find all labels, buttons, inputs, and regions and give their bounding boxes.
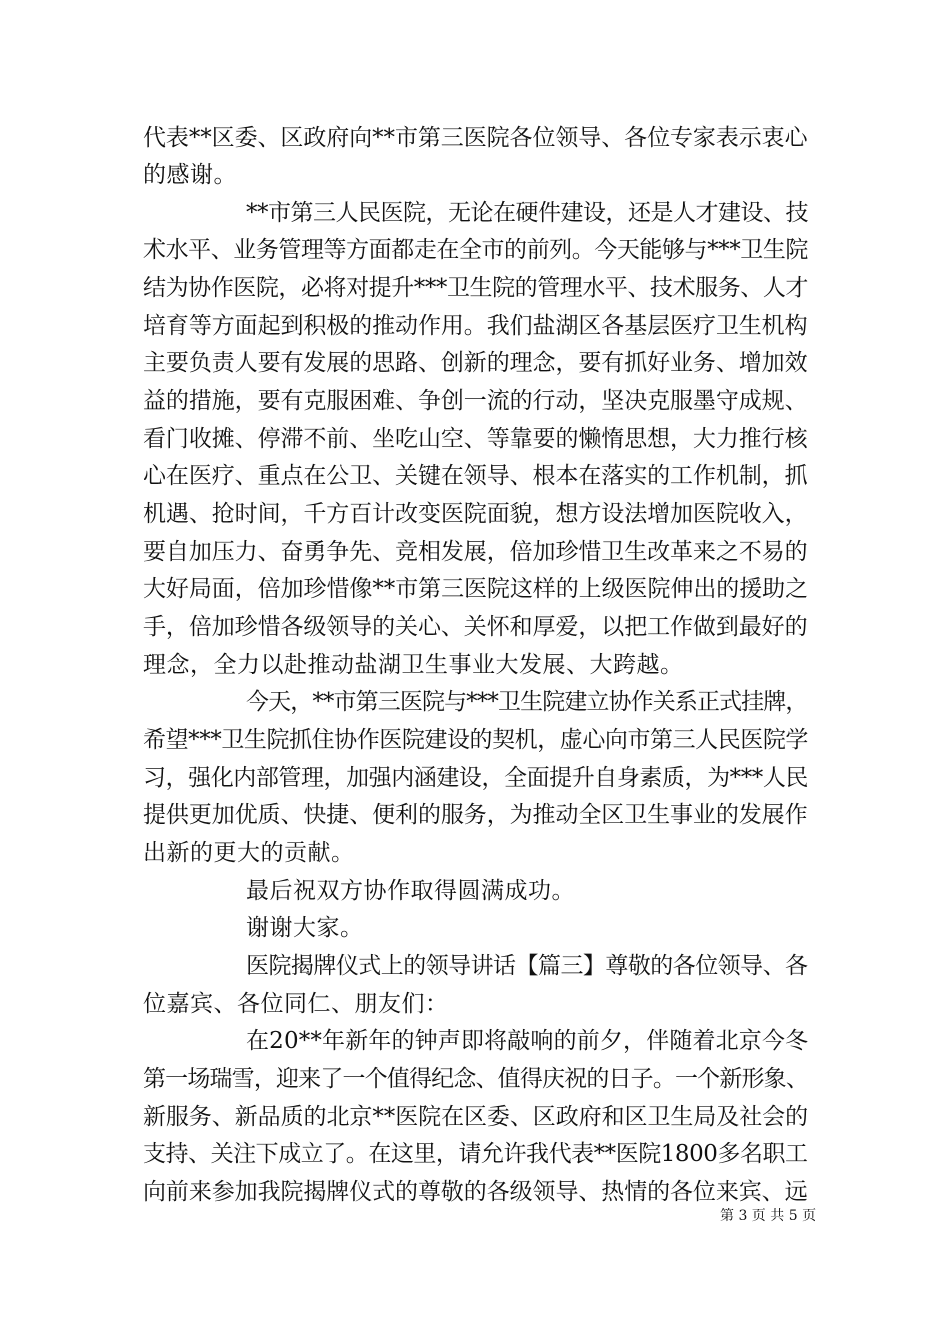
text-line: 主要负责人要有发展的思路、创新的理念，要有抓好业务、增加效	[143, 350, 808, 376]
text-line: 谢谢大家。	[246, 915, 364, 941]
text-line: 心在医疗、重点在公卫、关键在领导、根本在落实的工作机制，抓	[143, 463, 808, 489]
text-line: 培育等方面起到积极的推动作用。我们盐湖区各基层医疗卫生机构	[143, 313, 808, 339]
text-line: 机遇、抢时间，千方百计改变医院面貌，想方设法增加医院收入，	[143, 501, 808, 527]
text-line: 大好局面，倍加珍惜像**市第三医院这样的上级医院伸出的援助之	[143, 576, 808, 602]
text-line: 在20**年新年的钟声即将敲响的前夕，伴随着北京今冬	[246, 1028, 809, 1054]
text-line: 第一场瑞雪，迎来了一个值得纪念、值得庆祝的日子。一个新形象、	[143, 1066, 809, 1092]
text-line: 代表**区委、区政府向**市第三医院各位领导、各位专家表示衷心	[143, 125, 808, 151]
text-line: 最后祝双方协作取得圆满成功。	[246, 878, 575, 904]
text-line: 手，倍加珍惜各级领导的关心、关怀和厚爱，以把工作做到最好的	[143, 614, 808, 640]
text-line: 支持、关注下成立了。在这里，请允许我代表**医院1800多名职工	[143, 1141, 808, 1167]
text-line: 向前来参加我院揭牌仪式的尊敬的各级领导、热情的各位来宾、远	[143, 1179, 808, 1205]
text-line: 看门收摊、停滞不前、坐吃山空、等靠要的懒惰思想，大力推行核	[143, 426, 808, 452]
text-line: 结为协作医院，必将对提升***卫生院的管理水平、技术服务、人才	[143, 275, 809, 301]
text-line: **市第三人民医院，无论在硬件建设，还是人才建设、技	[246, 200, 808, 226]
text-line: 益的措施，要有克服困难、争创一流的行动，坚决克服墨守成规、	[143, 388, 808, 414]
text-line: 今天，**市第三医院与***卫生院建立协作关系正式挂牌，	[246, 689, 808, 715]
text-line: 习，强化内部管理，加强内涵建设，全面提升自身素质，为***人民	[143, 765, 809, 791]
text-line: 医院揭牌仪式上的领导讲话【篇三】尊敬的各位领导、各	[246, 953, 808, 979]
text-line: 术水平、业务管理等方面都走在全市的前列。今天能够与***卫生院	[143, 237, 809, 263]
text-line: 新服务、新品质的北京**医院在区委、区政府和区卫生局及社会的	[143, 1104, 808, 1130]
text-line: 位嘉宾、各位同仁、朋友们：	[143, 991, 449, 1017]
text-line: 提供更加优质、快捷、便利的服务，为推动全区卫生事业的发展作	[143, 802, 808, 828]
text-line: 要自加压力、奋勇争先、竞相发展，倍加珍惜卫生改革来之不易的	[143, 539, 808, 565]
page-number-footer: 第 3 页 共 5 页	[720, 1208, 817, 1224]
text-line: 的感谢。	[143, 162, 237, 188]
text-line: 希望***卫生院抓住协作医院建设的契机，虚心向市第三人民医院学	[143, 727, 809, 753]
text-line: 理念，全力以赴推动盐湖卫生事业大发展、大跨越。	[143, 652, 684, 678]
text-line: 出新的更大的贡献。	[143, 840, 355, 866]
